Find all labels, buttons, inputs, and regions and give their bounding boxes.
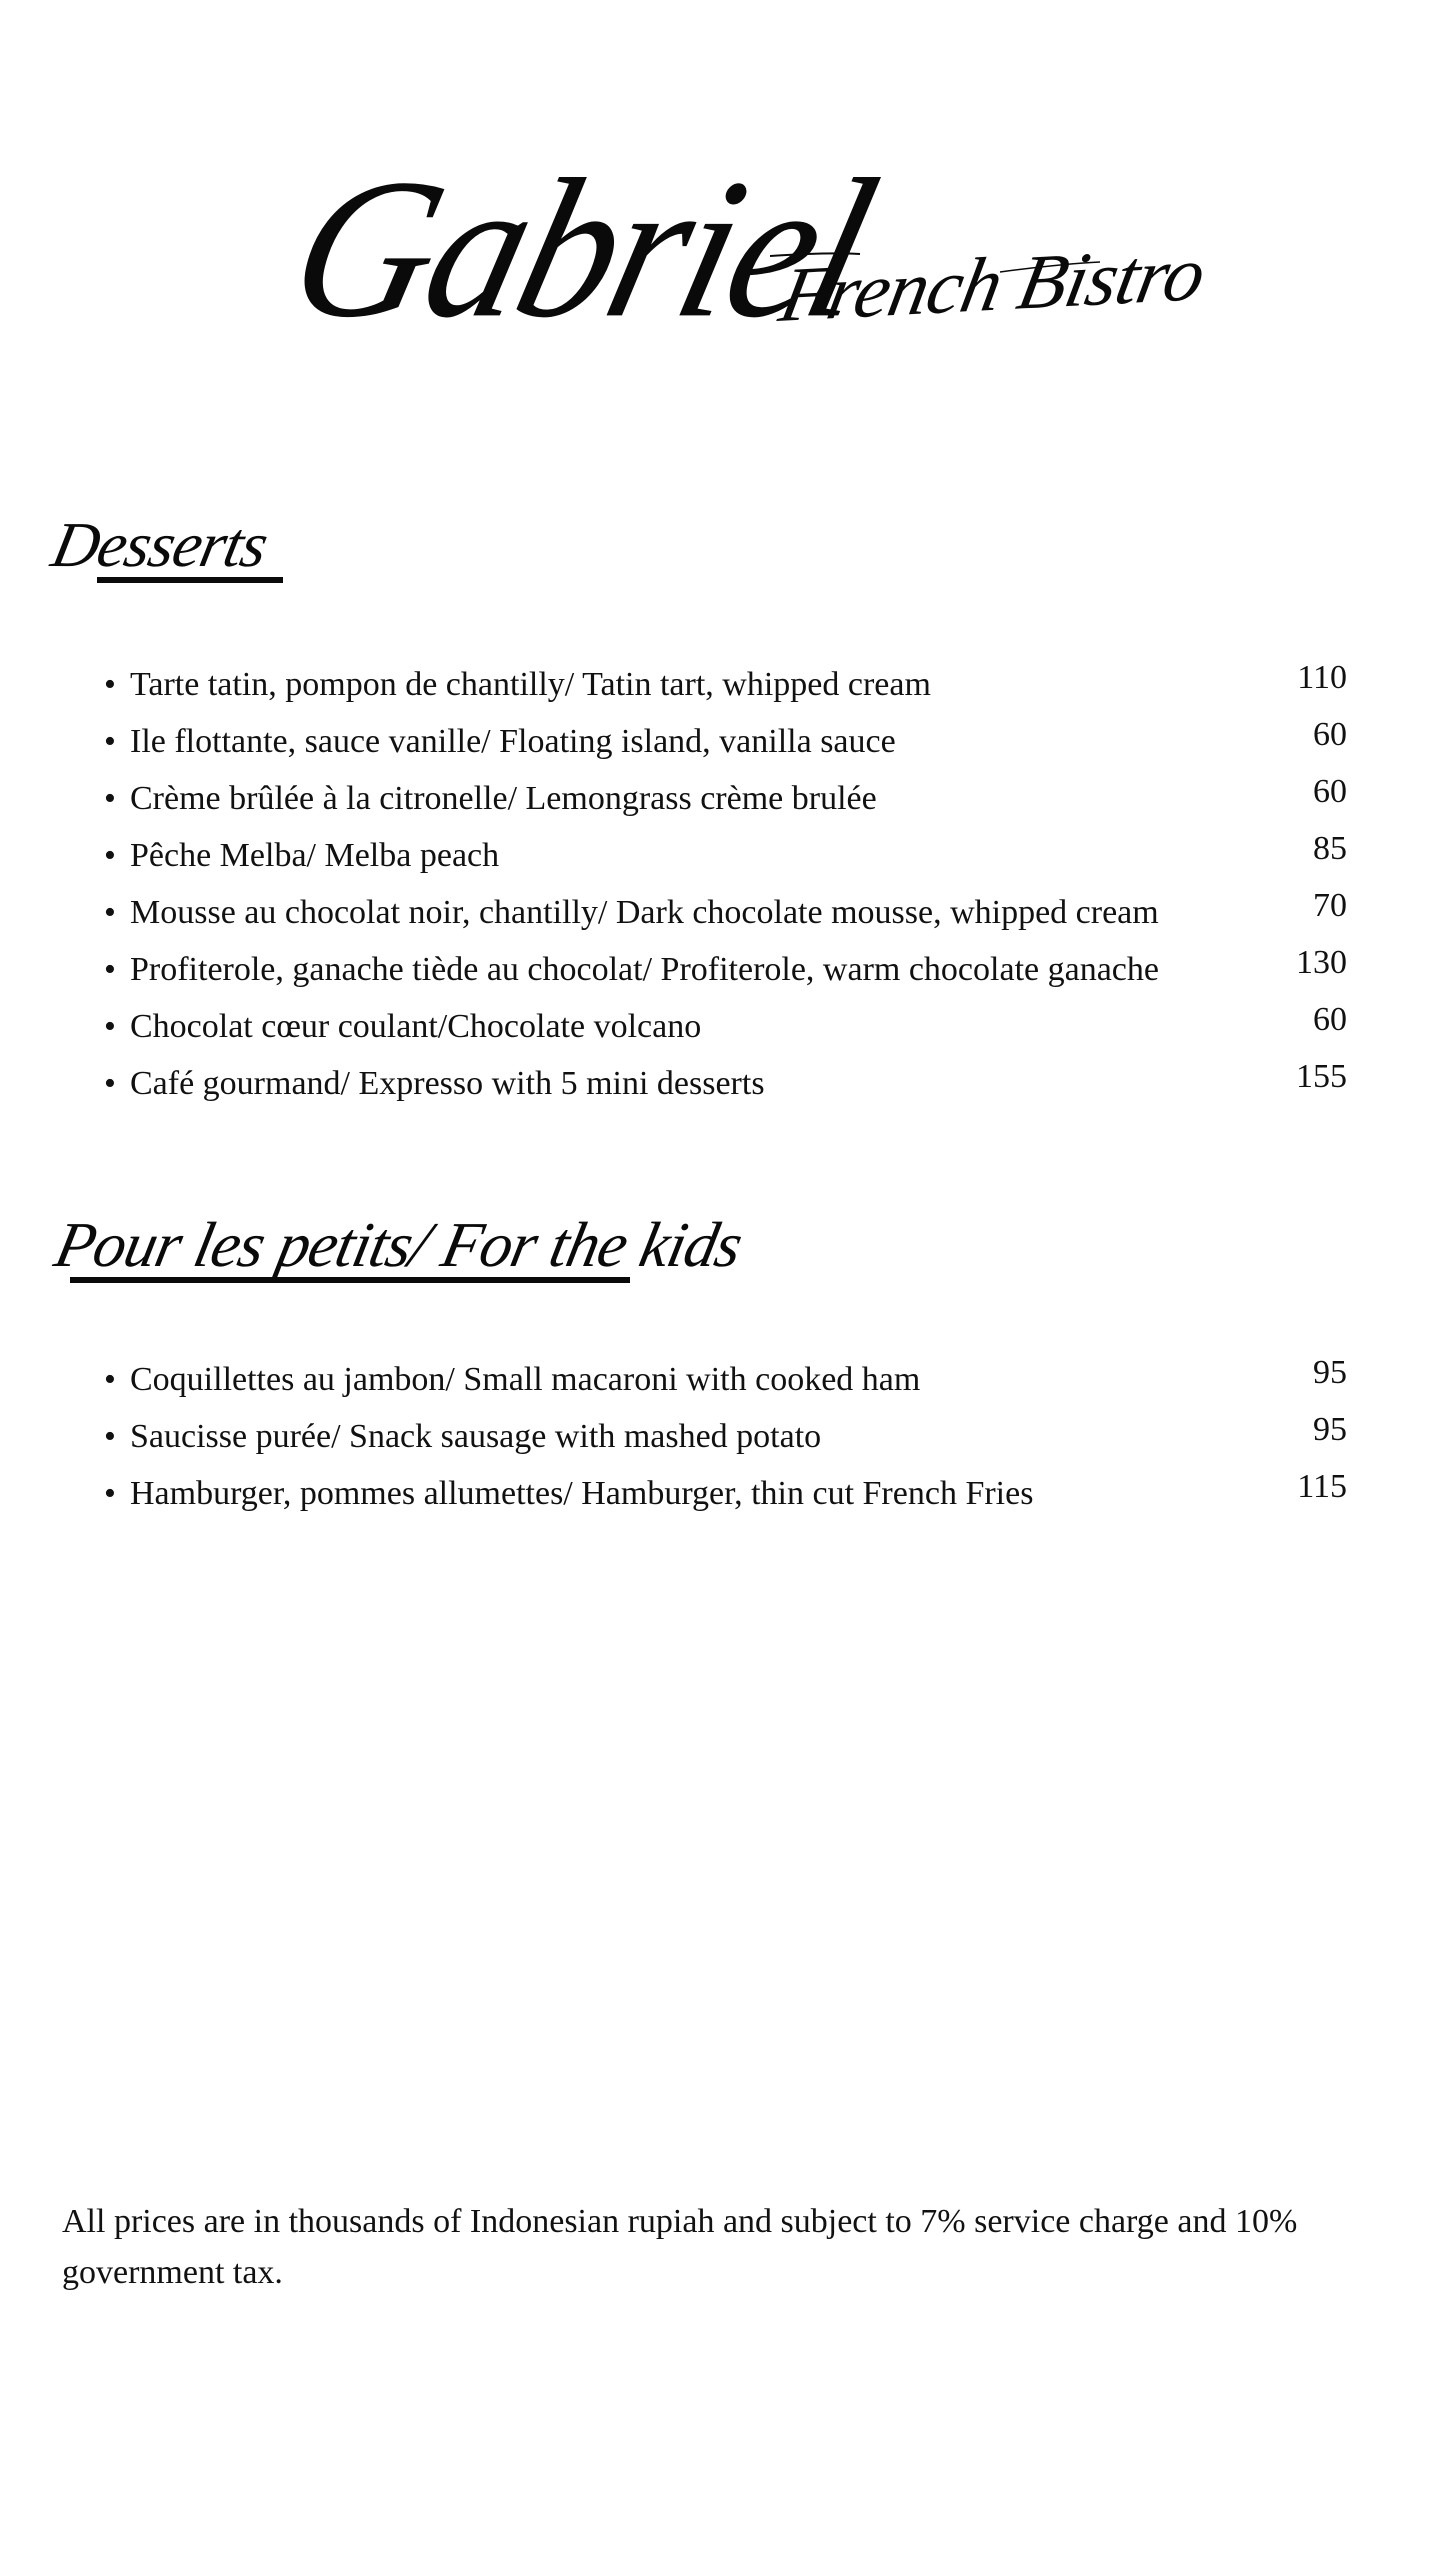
menu-item (0, 998, 1440, 1055)
item-price: 130 (1296, 944, 1347, 981)
menu-item (0, 1351, 1440, 1408)
menu-item (0, 941, 1440, 998)
pricing-note: All prices are in thousands of Indonesian rupiah and subject to 7% service charge and 10% government tax. (62, 2203, 1298, 2291)
item-price: 60 (1313, 773, 1347, 810)
menu-item (0, 656, 1440, 713)
menu-item (0, 1465, 1440, 1522)
item-name: Profiterole, ganache tiède au chocolat/ Profiterole, warm chocolate ganache (130, 951, 1159, 988)
item-name: Mousse au chocolat noir, chantilly/ Dark chocolate mousse, whipped cream (130, 894, 1159, 931)
menu-item (0, 884, 1440, 941)
bullet-icon: • (104, 837, 116, 874)
menu-item (0, 770, 1440, 827)
bullet-icon: • (104, 1008, 116, 1045)
item-name: Café gourmand/ Expresso with 5 mini desserts (130, 1065, 765, 1102)
item-name: Coquillettes au jambon/ Small macaroni with cooked ham (130, 1361, 921, 1398)
menu-item (0, 1055, 1440, 1112)
bullet-icon: • (104, 723, 116, 760)
item-price: 60 (1313, 1001, 1347, 1038)
item-price: 95 (1313, 1411, 1347, 1448)
bullet-icon: • (104, 1065, 116, 1102)
bullet-icon: • (104, 1361, 116, 1398)
menu-item (0, 713, 1440, 770)
bullet-icon: • (104, 951, 116, 988)
item-price: 70 (1313, 887, 1347, 924)
item-name: Hamburger, pommes allumettes/ Hamburger, thin cut French Fries (130, 1475, 1034, 1512)
restaurant-logo (270, 139, 1212, 370)
bullet-icon: • (104, 894, 116, 931)
bullet-icon: • (104, 780, 116, 817)
item-name: Chocolat cœur coulant/Chocolate volcano (130, 1008, 702, 1045)
item-price: 85 (1313, 830, 1347, 867)
bullet-icon: • (104, 1475, 116, 1512)
menu-item (0, 1408, 1440, 1465)
bullet-icon: • (104, 666, 116, 703)
bullet-icon: • (104, 1418, 116, 1455)
item-price: 110 (1297, 659, 1347, 696)
item-name: Pêche Melba/ Melba peach (130, 837, 500, 874)
desserts-list (0, 656, 1440, 1112)
item-name: Crème brûlée à la citronelle/ Lemongrass crème brulée (130, 780, 877, 817)
item-price: 115 (1297, 1468, 1347, 1505)
logo-tagline: French Bistro (773, 229, 1212, 339)
heading-text: Desserts (46, 509, 274, 580)
section-heading-desserts (45, 505, 285, 595)
item-price: 95 (1313, 1354, 1347, 1391)
logo-name: Gabriel (272, 139, 891, 360)
kids-list (0, 1351, 1440, 1522)
item-price: 155 (1296, 1058, 1347, 1095)
item-name: Saucisse purée/ Snack sausage with mashed potato (130, 1418, 822, 1455)
item-price: 60 (1313, 716, 1347, 753)
item-name: Tarte tatin, pompon de chantilly/ Tatin tart, whipped cream (130, 666, 931, 703)
item-name: Ile flottante, sauce vanille/ Floating island, vanilla sauce (130, 723, 896, 760)
section-heading-kids (48, 1205, 748, 1295)
heading-text: Pour les petits/ For the kids (49, 1209, 748, 1280)
menu-item (0, 827, 1440, 884)
